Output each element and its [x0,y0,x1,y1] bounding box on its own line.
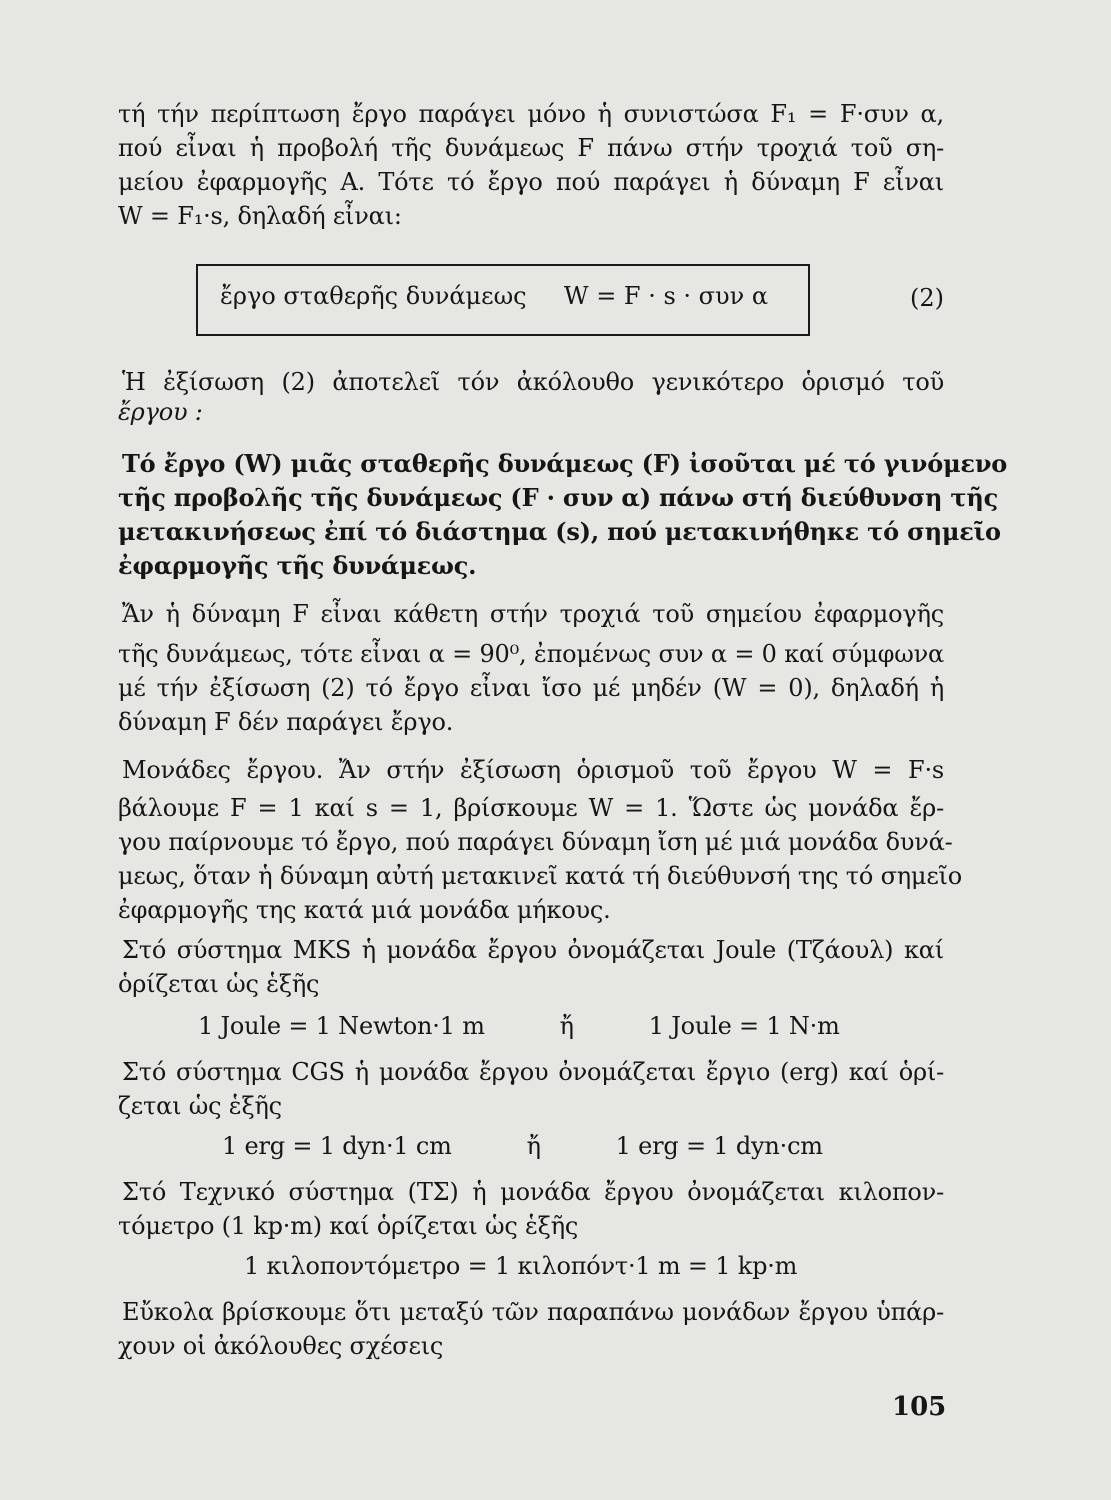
p3-line2: τῆς δυνάμεως, τότε εἶναι α = 90⁰, ἐπομένως συν α = 0 καί σύμφωνα [118,640,944,668]
p4-line4: μεως, ὅταν ἡ δύναμη αὐτή μετακινεῖ κατά τή διεύθυνσή της τό σημεῖο [118,862,963,890]
p8-line2: χουν οἱ ἀκόλουθες σχέσεις [118,1332,444,1360]
p1-line2: πού εἶναι ἡ προβολή τῆς δυνάμεως F πάνω στήν τροχιά τοῦ ση- [118,134,944,162]
p3-line3: μέ τήν ἐξίσωση (2) τό ἔργο εἶναι ἴσο μέ μηδέν (W = 0), δηλαδή ἡ [118,674,944,702]
boxed-equation-formula: W = F · s · συν α [563,282,769,310]
p5-line2: ὁρίζεται ὡς ἑξῆς [118,970,320,998]
p4-line2: βάλουμε F = 1 καί s = 1, βρίσκουμε W = 1. Ὥστε ὡς μονάδα ἔρ- [118,794,944,822]
page-number: 105 [892,1392,947,1422]
p7-line2: τόμετρο (1 kp·m) καί ὁρίζεται ὡς ἑξῆς [118,1212,579,1240]
p6-line2: ζεται ὡς ἑξῆς [118,1092,282,1120]
boxed-equation-text [220,282,768,310]
eq-erg [222,1130,822,1162]
eq-erg-right: 1 erg = 1 dyn·cm [615,1132,823,1160]
eq-erg-or: ἤ [526,1132,541,1160]
p3-line4: δύναμη F δέν παράγει ἔργο. [118,708,454,736]
p5-line1: Στό σύστημα MKS ἡ μονάδα ἔργου ὀνομάζεται Joule (Τζάουλ) καί [122,936,944,964]
p4-line3: γου παίρνουμε τό ἔργο, πού παράγει δύναμη ἴση μέ μιά μονάδα δυνά- [118,828,953,856]
p6-line1: Στό σύστημα CGS ἡ μονάδα ἔργου ὀνομάζεται ἔργιο (erg) καί ὁρί- [122,1058,944,1086]
p7-line1: Στό Τεχνικό σύστημα (ΤΣ) ἡ μονάδα ἔργου ὀνομάζεται κιλοπον- [122,1178,944,1206]
eq-joule [198,1010,838,1042]
equation-number: (2) [910,284,944,312]
boxed-equation-label: ἔργο σταθερῆς δυνάμεως [220,282,527,310]
eq-kpm: 1 κιλοποντόμετρο = 1 κιλοπόντ·1 m = 1 kp·m [244,1252,798,1280]
eq-joule-right: 1 Joule = 1 N·m [648,1012,840,1040]
p8-line1: Εὔκολα βρίσκουμε ὅτι μεταξύ τῶν παραπάνω μονάδων ἔργου ὑπάρ- [122,1298,944,1326]
boxed-equation [196,264,810,336]
def-line3: μετακινήσεως ἐπί τό διάστημα (s), πού μετακινήθηκε τό σημεῖο [118,517,1001,546]
eq-erg-left: 1 erg = 1 dyn·1 cm [222,1132,452,1160]
p1-line1: τή τήν περίπτωση ἔργο παράγει μόνο ἡ συνιστώσα F₁ = F·συν α, [118,100,944,128]
p1-line3: μείου ἐφαρμογῆς Α. Τότε τό ἔργο πού παράγει ἡ δύναμη F εἶναι [118,168,944,196]
eq-joule-left: 1 Joule = 1 Newton·1 m [198,1012,485,1040]
p2-line1: Ἡ ἐξίσωση (2) ἀποτελεῖ τόν ἀκόλουθο γενικότερο ὁρισμό τοῦ [122,368,944,396]
p3-line1: Ἄν ἡ δύναμη F εἶναι κάθετη στήν τροχιά τοῦ σημείου ἐφαρμογῆς [122,600,944,628]
p2-line2: ἔργου : [118,398,203,426]
p4-line1: Μονάδες ἔργου. Ἄν στήν ἐξίσωση ὁρισμοῦ τοῦ ἔργου W = F·s [122,756,944,784]
p4-line5: ἐφαρμογῆς της κατά μιά μονάδα μήκους. [118,896,611,924]
def-line4: ἐφαρμογῆς τῆς δυνάμεως. [118,551,477,580]
p1-line4: W = F₁·s, δηλαδή εἶναι: [118,202,402,230]
def-line1: Τό ἔργο (W) μιᾶς σταθερῆς δυνάμεως (F) ἰσοῦται μέ τό γινόμενο [122,449,1008,478]
eq-joule-or: ἤ [559,1012,574,1040]
def-line2: τῆς προβολῆς τῆς δυνάμεως (F · συν α) πάνω στή διεύθυνση τῆς [118,483,999,512]
